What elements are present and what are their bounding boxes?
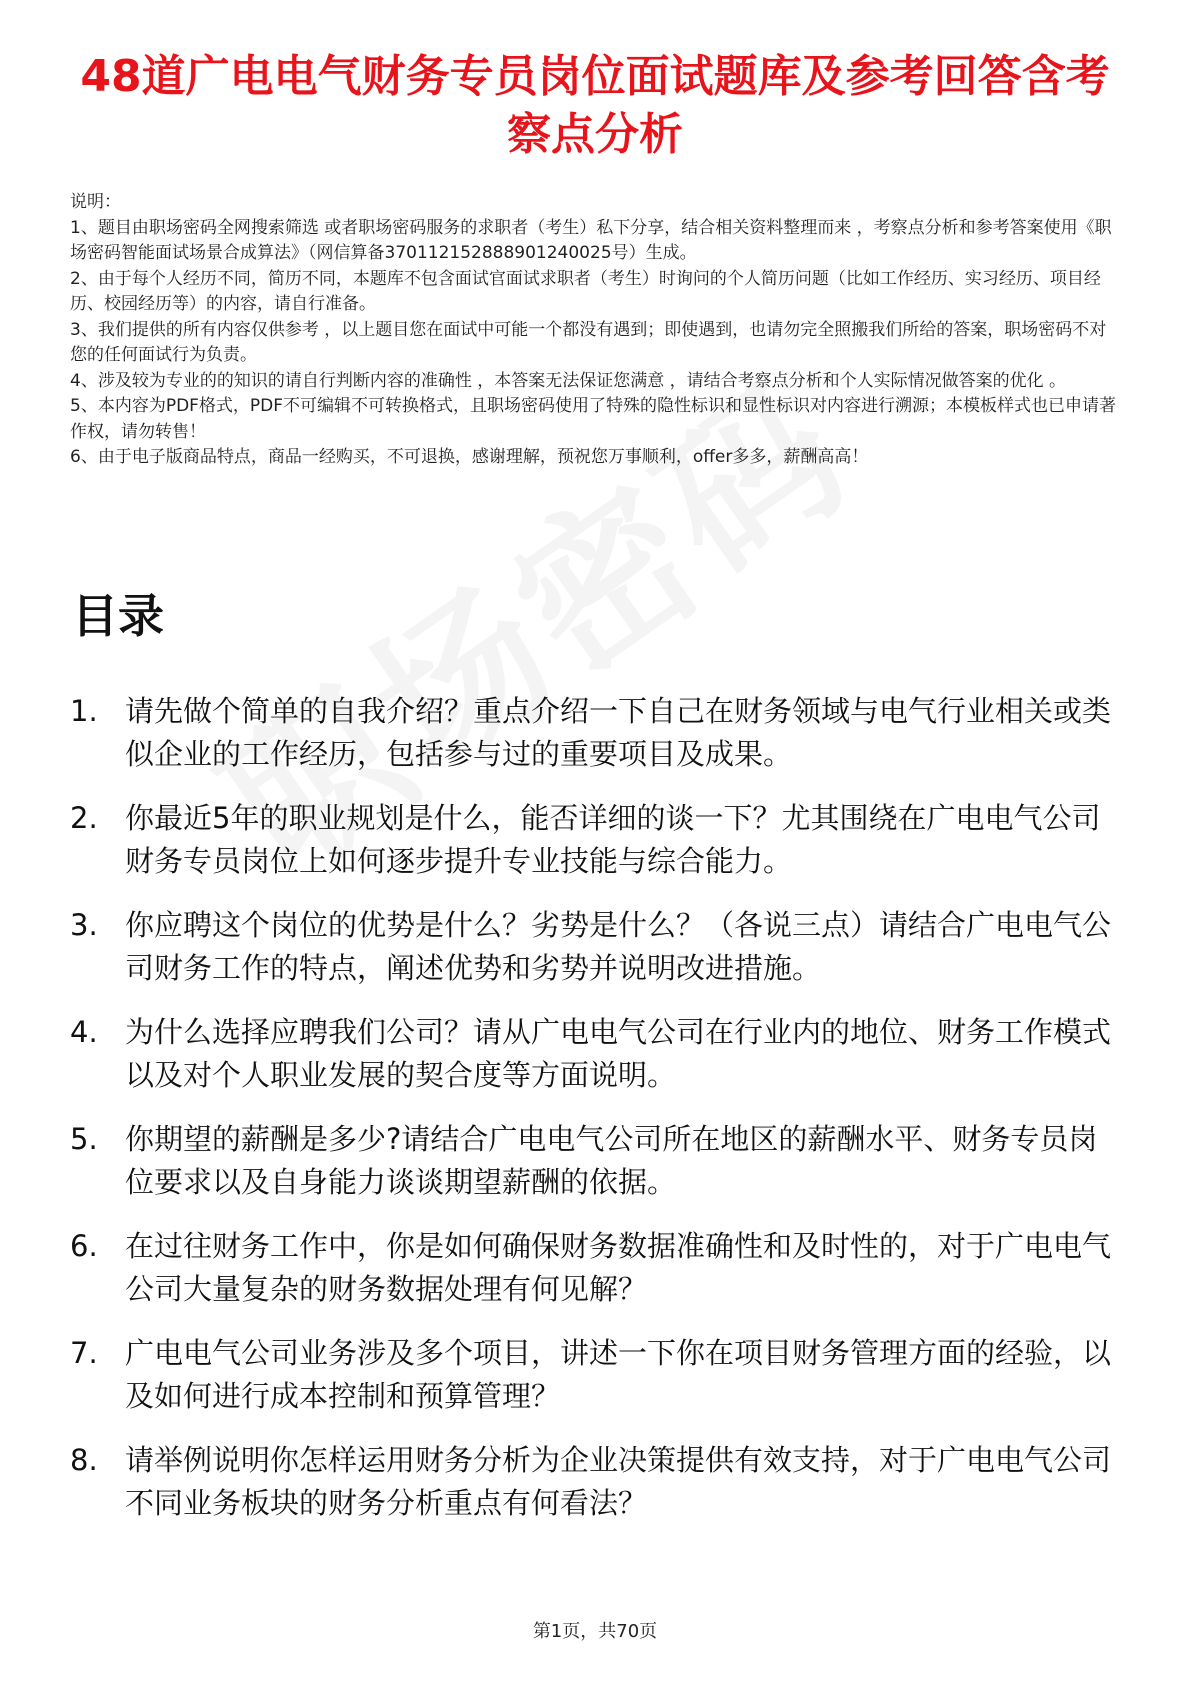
question-list	[70, 690, 1120, 1546]
notes-heading: 说明：	[70, 192, 121, 212]
page-footer: 第1页，共70页	[532, 1621, 658, 1642]
toc-heading: 目录	[72, 589, 164, 643]
question-number: 5.	[70, 1122, 98, 1156]
note-item: 1、题目由职场密码全网搜索筛选 或者职场密码服务的求职者（考生）私下分享，结合相关资料整理而来 ，考察点分析和参考答案使用《职场密码智能面试场景合成算法》（网信算备370112152888901240025号）生成。	[70, 217, 1112, 263]
question-item[interactable]	[70, 1011, 1120, 1097]
notes-section	[70, 190, 1120, 471]
question-text: 为什么选择应聘我们公司？请从广电电气公司在行业内的地位、财务工作模式以及对个人职业发展的契合度等方面说明。	[125, 1015, 1112, 1092]
question-text: 你最近5年的职业规划是什么，能否详细的谈一下？尤其围绕在广电电气公司财务专员岗位上如何逐步提升专业技能与综合能力。	[125, 801, 1101, 878]
question-number: 7.	[70, 1336, 98, 1370]
question-text: 广电电气公司业务涉及多个项目，讲述一下你在项目财务管理方面的经验，以及如何进行成本控制和预算管理？	[125, 1336, 1112, 1413]
note-item: 2、由于每个人经历不同，简历不同，本题库不包含面试官面试求职者（考生）时询问的个人简历问题（比如工作经历、实习经历、项目经历、校园经历等）的内容，请自行准备。	[70, 268, 1101, 314]
question-item[interactable]	[70, 904, 1120, 990]
question-item[interactable]	[70, 797, 1120, 883]
question-text: 你期望的薪酬是多少?请结合广电电气公司所在地区的薪酬水平、财务专员岗位要求以及自身能力谈谈期望薪酬的依据。	[125, 1122, 1098, 1199]
question-number: 6.	[70, 1229, 98, 1263]
question-item[interactable]	[70, 1225, 1120, 1311]
question-number: 3.	[70, 908, 98, 942]
question-number: 4.	[70, 1015, 98, 1049]
question-text: 请举例说明你怎样运用财务分析为企业决策提供有效支持，对于广电电气公司不同业务板块的财务分析重点有何看法？	[125, 1443, 1112, 1520]
question-item[interactable]	[70, 1332, 1120, 1418]
question-item[interactable]	[70, 690, 1120, 776]
question-text: 在过往财务工作中，你是如何确保财务数据准确性和及时性的，对于广电电气公司大量复杂的财务数据处理有何见解？	[125, 1229, 1112, 1306]
question-text: 请先做个简单的自我介绍？重点介绍一下自己在财务领域与电气行业相关或类似企业的工作经历，包括参与过的重要项目及成果。	[125, 694, 1112, 771]
note-item: 3、我们提供的所有内容仅供参考 ，以上题目您在面试中可能一个都没有遇到；即使遇到，也请勿完全照搬我们所给的答案，职场密码不对您的任何面试行为负责。	[70, 319, 1107, 365]
question-number: 1.	[70, 694, 98, 728]
document-title: 48道广电电气财务专员岗位面试题库及参考回答含考察点分析	[80, 51, 1110, 160]
question-item[interactable]	[70, 1118, 1120, 1204]
note-item: 4、涉及较为专业的的知识的请自行判断内容的准确性 ，本答案无法保证您满意 ，请结合考察点分析和个人实际情况做答案的优化 。	[70, 370, 1067, 391]
note-item: 6、由于电子版商品特点，商品一经购买，不可退换，感谢理解，预祝您万事顺利，offer多多，薪酬高高！	[70, 447, 869, 467]
question-number: 2.	[70, 801, 98, 835]
question-number: 8.	[70, 1443, 98, 1477]
question-item[interactable]	[70, 1439, 1120, 1525]
note-item: 5、本内容为PDF格式，PDF不可编辑不可转换格式，且职场密码使用了特殊的隐性标识和显性标识对内容进行溯源；本模板样式也已申请著作权，请勿转售！	[70, 396, 1117, 442]
question-text: 你应聘这个岗位的优势是什么？劣势是什么？（各说三点）请结合广电电气公司财务工作的特点，阐述优势和劣势并说明改进措施。	[125, 908, 1112, 985]
